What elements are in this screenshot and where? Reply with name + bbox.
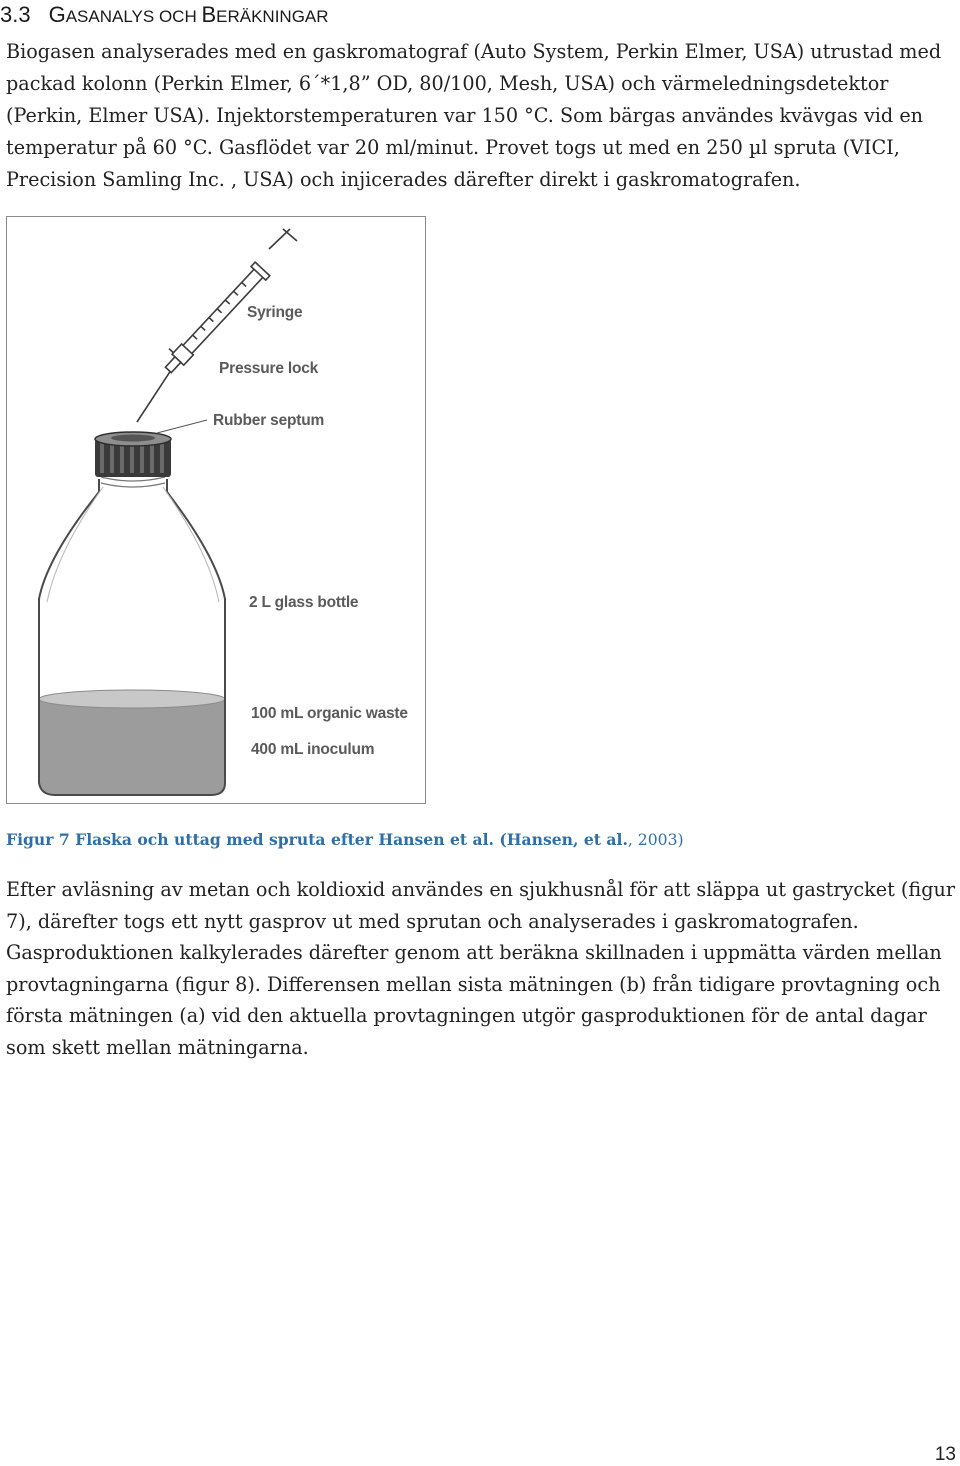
caption-main: Figur 7 Flaska och uttag med spruta efter Hansen et al. (Hansen, et al. bbox=[6, 830, 628, 849]
leader-line bbox=[157, 420, 207, 433]
glass-bottle-icon bbox=[39, 432, 225, 795]
paragraph-gas-production bbox=[6, 874, 960, 1064]
paragraph-line: Precision Samling Inc. , USA) och injicerades därefter direkt i gaskromatografen. bbox=[6, 168, 801, 191]
syringe-icon bbox=[137, 229, 297, 422]
heading-initial: G bbox=[48, 2, 66, 27]
paragraph-line: som skett mellan mätningarna. bbox=[6, 1035, 309, 1059]
paragraph-line: provtagningarna (figur 8). Differensen mellan sista mätningen (b) från tidigare provtagning och bbox=[6, 972, 941, 996]
paragraph-line: temperatur på 60 °C. Gasflödet var 20 ml/minut. Provet togs ut med en 250 µl spruta (VICI, bbox=[6, 136, 900, 159]
section-number: 3.3 bbox=[0, 2, 31, 27]
caption-year: , 2003) bbox=[627, 831, 684, 849]
label-inoculum: 400 mL inoculum bbox=[251, 741, 375, 758]
page-number: 13 bbox=[934, 1444, 956, 1465]
label-pressure-lock: Pressure lock bbox=[219, 360, 319, 377]
paragraph-line: Gasproduktionen kalkylerades därefter genom att beräkna skillnaden i uppmätta värden mellan bbox=[6, 941, 942, 965]
paragraph-line: Efter avläsning av metan och koldioxid användes en sjukhusnål för att släppa ut gastrycket (figur bbox=[6, 878, 956, 901]
label-rubber-septum: Rubber septum bbox=[213, 412, 325, 429]
label-organic-waste: 100 mL organic waste bbox=[251, 705, 408, 722]
paragraph-line: första mätningen (a) vid den aktuella provtagningen utgör gasproduktionen för de antal dagar bbox=[6, 1004, 927, 1028]
paragraph-line: Biogasen analyserades med en gaskromatograf (Auto System, Perkin Elmer, USA) utrustad med bbox=[6, 40, 942, 63]
label-bottle: 2 L glass bottle bbox=[249, 594, 359, 611]
paragraph-line: packad kolonn (Perkin Elmer, 6´*1,8” OD, 80/100, Mesh, USA) och värmeledningsdetektor bbox=[6, 72, 889, 95]
figure-bottle-syringe bbox=[6, 216, 426, 804]
heading-text-2: ERÄKNINGAR bbox=[216, 7, 329, 26]
section-heading bbox=[0, 2, 329, 32]
paragraph-line: (Perkin, Elmer USA). Injektorstemperaturen var 150 °C. Som bärgas användes kvävgas vid en bbox=[6, 104, 924, 127]
heading-text: ASANALYS OCH bbox=[65, 7, 202, 26]
label-syringe: Syringe bbox=[247, 304, 303, 321]
heading-initial-2: B bbox=[201, 2, 217, 27]
bottle-illustration bbox=[7, 217, 425, 803]
paragraph-line: 7), därefter togs ett nytt gasprov ut med sprutan och analyserades i gaskromatografen. bbox=[6, 909, 859, 933]
paragraph-gas-analysis bbox=[6, 36, 958, 196]
figure-caption bbox=[6, 830, 946, 849]
